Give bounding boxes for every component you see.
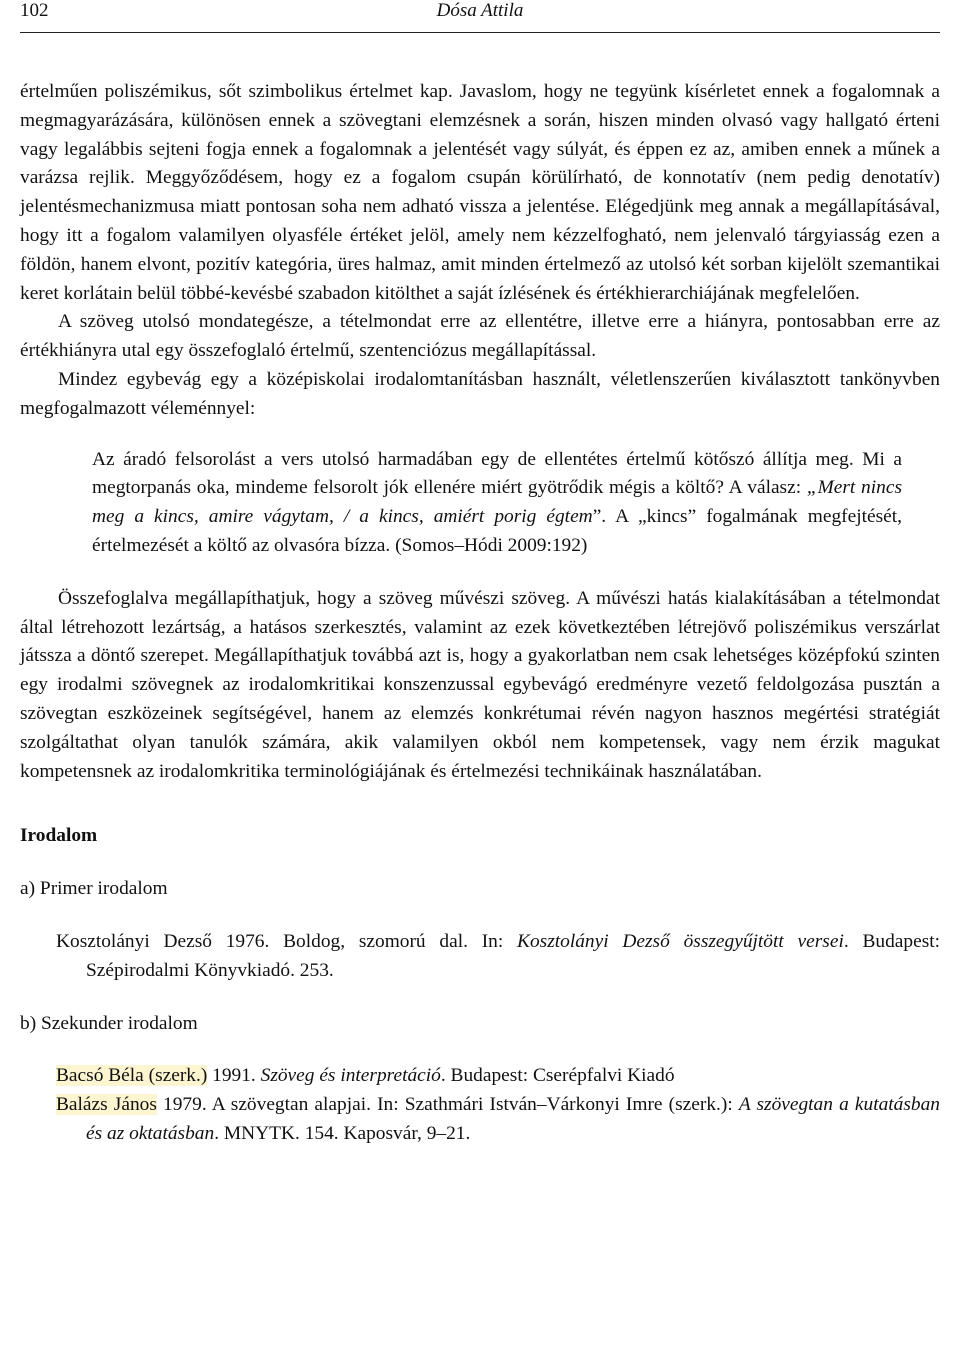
primary-literature-heading: a) Primer irodalom	[20, 878, 168, 900]
reference-title: Kosztolányi Dezső összegyűjtött versei	[517, 930, 844, 952]
block-quote	[92, 446, 902, 561]
highlighted-author: Balázs János	[56, 1094, 157, 1116]
page-body	[20, 78, 940, 1149]
reference-entry: Bacsó Béla (szerk.) 1991. Szöveg és interpretáció. Budapest: Cserépfalvi Kiadó	[56, 1065, 675, 1087]
reference-title: A szövegtan a kutatásban és az oktatásban	[86, 1094, 940, 1144]
running-header	[20, 0, 940, 33]
page-number: 102	[20, 0, 49, 21]
quote-verse-citation: „Mert nincs meg a kincs, amire vágytam, / a kincs, amiért porig égtem	[92, 477, 902, 528]
reference-title: Szöveg és interpretáció	[260, 1065, 441, 1087]
body-paragraph: Mindez egybevág egy a középiskolai irodalomtanításban használt, véletlenszerűen kiválasztott tankönyvben megfogalmazott véleménnyel:	[20, 368, 940, 419]
secondary-literature-heading: b) Szekunder irodalom	[20, 1012, 198, 1034]
summary-paragraph: Összefoglalva megállapíthatjuk, hogy a szöveg művészi szöveg. A művészi hatás kialakításában a tételmondat által létrehozott lezártság, a hatásos szerkesztés, valamint az ezek következtében létrejövő poliszémikus verszárlat játssza a döntő szerepet. Megállapíthatjuk továbbá azt is, hogy a gyakorlatban nem csak lehetséges középfokú szinten egy irodalmi szövegnek az irodalomkritikai konszenzussal egybevágó eredményre vezető feldolgozása pusztán a szövegtan eszközeinek segítségével, hanem az elemzés konkrétumai révén nagyon hasznos megértési stratégiát szolgáltathat olyan tanulók számára, akik valamilyen okból nem kompetensek, vagy nem érzik magukat kompetensnek az irodalomkritika terminológiájának és értelmezési technikáinak használatában.	[20, 587, 940, 782]
reference-entry: Kosztolányi Dezső 1976. Boldog, szomorú dal. In: Kosztolányi Dezső összegyűjtött versei. Budapest: Szépirodalmi Könyvkiadó. 253.	[56, 930, 941, 981]
quote-text: ”. A „kincs” fogalmának megfejtését, értelmezését a költő az olvasóra bízza. (Somos–Hódi 2009:192)	[92, 506, 902, 556]
body-paragraph: A szöveg utolsó mondategésze, a tételmondat erre az ellentétre, illetve erre a hiányra, pontosabban erre az értékhiányra utal egy összefoglaló értelmű, szentenciózus megállapítással.	[20, 311, 940, 362]
section-heading: Irodalom	[20, 825, 98, 847]
reference-entry: Balázs János 1979. A szövegtan alapjai. In: Szathmári István–Várkonyi Imre (szerk.): A szövegtan a kutatásban és az oktatásban. MNYTK. 154. Kaposvár, 9–21.	[56, 1094, 940, 1144]
highlighted-author: Bacsó Béla (szerk.)	[56, 1065, 208, 1087]
body-paragraph: értelműen poliszémikus, sőt szimbolikus értelmet kap. Javaslom, hogy ne tegyünk kísérletet ennek a fogalomnak a megmagyarázására, különösen ennek a szövegtani elemzésnek a során, hiszen minden olvasó vagy hallgató érteni vagy legalábbis sejteni fogja ennek a fogalomnak a jelentését vagy súlyát, és éppen ez az, amiben ennek a műnek a varázsa rejlik. Meggyőződésem, hogy ez a fogalom csupán körülírható, de konnotatív (nem pedig denotatív) jelentésmechanizmusa miatt pontosan soha nem adható vissza a jelentése. Elégedjünk meg annak a megállapításával, hogy itt a fogalom valamilyen olyasféle értéket jelöl, amely nem kézzelfogható, nem jelenvaló tárgyiasság ezen a földön, hanem elvont, pozitív kategória, üres halmaz, amit minden értelmező az utolsó két sorban kijelölt szemantikai keret korlátain belül többé-kevésbé szabadon kitölthet a saját ízlésének és értékhierarchiájának megfelelően.	[20, 81, 940, 304]
quote-text: Az áradó felsorolást a vers utolsó harmadában egy de ellentétes értelmű kötőszó állítja meg. Mi a megtorpanás oka, mindeme felsorolt jók ellenére miért gyötrődik mégis a költő? A válasz:	[92, 448, 902, 499]
running-author: Dósa Attila	[436, 0, 524, 21]
